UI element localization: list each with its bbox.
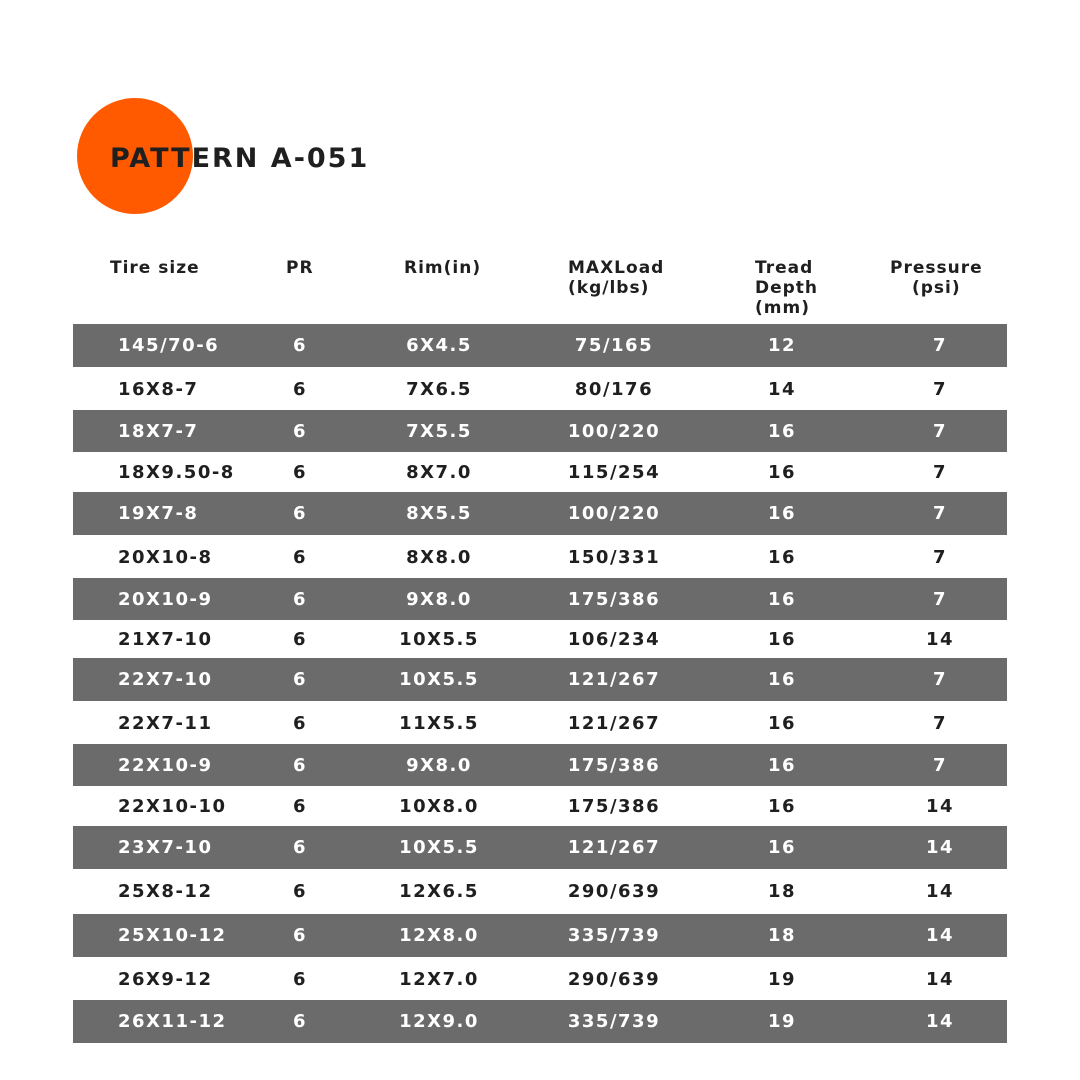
table-row bbox=[73, 1000, 1007, 1043]
cell-pr: 6 bbox=[292, 628, 308, 650]
table-row bbox=[73, 620, 1007, 658]
table-row bbox=[73, 826, 1007, 869]
cell-max-load: 335/739 bbox=[567, 1011, 661, 1032]
cell-max-load: 121/267 bbox=[567, 837, 661, 858]
cell-rim: 10X5.5 bbox=[399, 837, 479, 858]
cell-rim: 7X6.5 bbox=[406, 378, 472, 400]
cell-tire-size: 25X10-12 bbox=[118, 925, 227, 946]
cell-pr: 6 bbox=[292, 837, 308, 858]
cell-tire-size: 25X8-12 bbox=[118, 880, 213, 902]
table-row bbox=[73, 914, 1007, 957]
cell-pressure: 14 bbox=[925, 968, 955, 990]
cell-rim: 8X7.0 bbox=[406, 461, 472, 483]
cell-tread-depth: 16 bbox=[767, 546, 797, 568]
cell-pressure: 7 bbox=[932, 335, 948, 356]
header-max-load: MAXLoad (kg/lbs) bbox=[568, 258, 665, 298]
cell-pressure: 7 bbox=[932, 378, 948, 400]
cell-tire-size: 23X7-10 bbox=[118, 837, 213, 858]
cell-tread-depth: 16 bbox=[767, 755, 797, 776]
cell-pr: 6 bbox=[292, 669, 308, 690]
cell-tread-depth: 16 bbox=[767, 837, 797, 858]
cell-max-load: 80/176 bbox=[574, 378, 654, 400]
cell-rim: 10X8.0 bbox=[399, 795, 479, 817]
table-row bbox=[73, 702, 1007, 744]
cell-pr: 6 bbox=[292, 421, 308, 442]
cell-rim: 8X8.0 bbox=[406, 546, 472, 568]
cell-pressure: 7 bbox=[932, 589, 948, 610]
table-row bbox=[73, 492, 1007, 535]
cell-pr: 6 bbox=[292, 589, 308, 610]
cell-pr: 6 bbox=[292, 925, 308, 946]
cell-rim: 12X9.0 bbox=[399, 1011, 479, 1032]
cell-max-load: 175/386 bbox=[567, 795, 661, 817]
header-rim: Rim(in) bbox=[404, 258, 482, 278]
cell-pr: 6 bbox=[292, 1011, 308, 1032]
cell-max-load: 75/165 bbox=[574, 335, 654, 356]
cell-rim: 12X7.0 bbox=[399, 968, 479, 990]
cell-tread-depth: 16 bbox=[767, 669, 797, 690]
header-tread-depth: Tread Depth (mm) bbox=[755, 258, 819, 318]
cell-tread-depth: 19 bbox=[767, 968, 797, 990]
cell-pr: 6 bbox=[292, 880, 308, 902]
page-title: PATTERN A-051 bbox=[110, 143, 370, 174]
cell-rim: 6X4.5 bbox=[406, 335, 472, 356]
cell-pressure: 7 bbox=[932, 546, 948, 568]
cell-max-load: 175/386 bbox=[567, 755, 661, 776]
cell-tire-size: 26X9-12 bbox=[118, 968, 213, 990]
cell-max-load: 115/254 bbox=[567, 461, 661, 483]
cell-pr: 6 bbox=[292, 546, 308, 568]
cell-max-load: 150/331 bbox=[567, 546, 661, 568]
cell-tire-size: 18X9.50-8 bbox=[118, 461, 235, 483]
header-tire-size: Tire size bbox=[110, 258, 200, 278]
cell-max-load: 121/267 bbox=[567, 669, 661, 690]
cell-rim: 10X5.5 bbox=[399, 669, 479, 690]
cell-pr: 6 bbox=[292, 795, 308, 817]
cell-max-load: 290/639 bbox=[567, 880, 661, 902]
cell-pr: 6 bbox=[292, 378, 308, 400]
table-header bbox=[73, 258, 1007, 320]
cell-pressure: 14 bbox=[925, 925, 955, 946]
cell-rim: 7X5.5 bbox=[406, 421, 472, 442]
cell-tread-depth: 16 bbox=[767, 795, 797, 817]
cell-tire-size: 20X10-8 bbox=[118, 546, 213, 568]
cell-rim: 9X8.0 bbox=[406, 755, 472, 776]
table-row bbox=[73, 786, 1007, 826]
cell-pr: 6 bbox=[292, 461, 308, 483]
cell-tread-depth: 18 bbox=[767, 925, 797, 946]
cell-tire-size: 21X7-10 bbox=[118, 628, 213, 650]
cell-tread-depth: 19 bbox=[767, 1011, 797, 1032]
cell-rim: 12X6.5 bbox=[399, 880, 479, 902]
cell-pr: 6 bbox=[292, 335, 308, 356]
cell-pr: 6 bbox=[292, 968, 308, 990]
cell-tread-depth: 14 bbox=[767, 378, 797, 400]
cell-tire-size: 20X10-9 bbox=[118, 589, 213, 610]
table-row bbox=[73, 578, 1007, 621]
cell-tire-size: 22X7-10 bbox=[118, 669, 213, 690]
cell-tire-size: 22X10-9 bbox=[118, 755, 213, 776]
cell-pressure: 7 bbox=[932, 755, 948, 776]
cell-pressure: 7 bbox=[932, 712, 948, 734]
cell-max-load: 175/386 bbox=[567, 589, 661, 610]
cell-tire-size: 16X8-7 bbox=[118, 378, 199, 400]
cell-tire-size: 26X11-12 bbox=[118, 1011, 227, 1032]
cell-tread-depth: 16 bbox=[767, 628, 797, 650]
cell-max-load: 100/220 bbox=[567, 421, 661, 442]
table-row bbox=[73, 368, 1007, 410]
cell-max-load: 106/234 bbox=[567, 628, 661, 650]
cell-pr: 6 bbox=[292, 503, 308, 524]
cell-pressure: 7 bbox=[932, 503, 948, 524]
table-row bbox=[73, 452, 1007, 492]
cell-tire-size: 145/70-6 bbox=[118, 335, 220, 356]
table-row bbox=[73, 536, 1007, 578]
cell-tread-depth: 16 bbox=[767, 589, 797, 610]
cell-pressure: 7 bbox=[932, 461, 948, 483]
cell-tread-depth: 18 bbox=[767, 880, 797, 902]
cell-tread-depth: 16 bbox=[767, 503, 797, 524]
cell-pressure: 14 bbox=[925, 795, 955, 817]
cell-tread-depth: 16 bbox=[767, 712, 797, 734]
cell-pressure: 7 bbox=[932, 669, 948, 690]
cell-tire-size: 22X7-11 bbox=[118, 712, 213, 734]
table-row bbox=[73, 658, 1007, 701]
cell-pressure: 14 bbox=[925, 628, 955, 650]
cell-max-load: 335/739 bbox=[567, 925, 661, 946]
cell-pressure: 7 bbox=[932, 421, 948, 442]
cell-rim: 10X5.5 bbox=[399, 628, 479, 650]
cell-rim: 8X5.5 bbox=[406, 503, 472, 524]
cell-tread-depth: 16 bbox=[767, 461, 797, 483]
table-row bbox=[73, 744, 1007, 787]
cell-pr: 6 bbox=[292, 755, 308, 776]
cell-tire-size: 18X7-7 bbox=[118, 421, 199, 442]
cell-rim: 11X5.5 bbox=[399, 712, 479, 734]
cell-pressure: 14 bbox=[925, 880, 955, 902]
table-row bbox=[73, 324, 1007, 367]
table-row bbox=[73, 958, 1007, 1000]
cell-tread-depth: 16 bbox=[767, 421, 797, 442]
cell-max-load: 290/639 bbox=[567, 968, 661, 990]
header-pr: PR bbox=[286, 258, 314, 278]
table-row bbox=[73, 410, 1007, 453]
cell-tire-size: 22X10-10 bbox=[118, 795, 227, 817]
cell-tread-depth: 12 bbox=[767, 335, 797, 356]
table-row bbox=[73, 870, 1007, 912]
cell-tire-size: 19X7-8 bbox=[118, 503, 199, 524]
header-pressure: Pressure (psi) bbox=[890, 258, 983, 298]
cell-pressure: 14 bbox=[925, 837, 955, 858]
cell-rim: 9X8.0 bbox=[406, 589, 472, 610]
cell-max-load: 100/220 bbox=[567, 503, 661, 524]
cell-pressure: 14 bbox=[925, 1011, 955, 1032]
cell-max-load: 121/267 bbox=[567, 712, 661, 734]
cell-rim: 12X8.0 bbox=[399, 925, 479, 946]
cell-pr: 6 bbox=[292, 712, 308, 734]
